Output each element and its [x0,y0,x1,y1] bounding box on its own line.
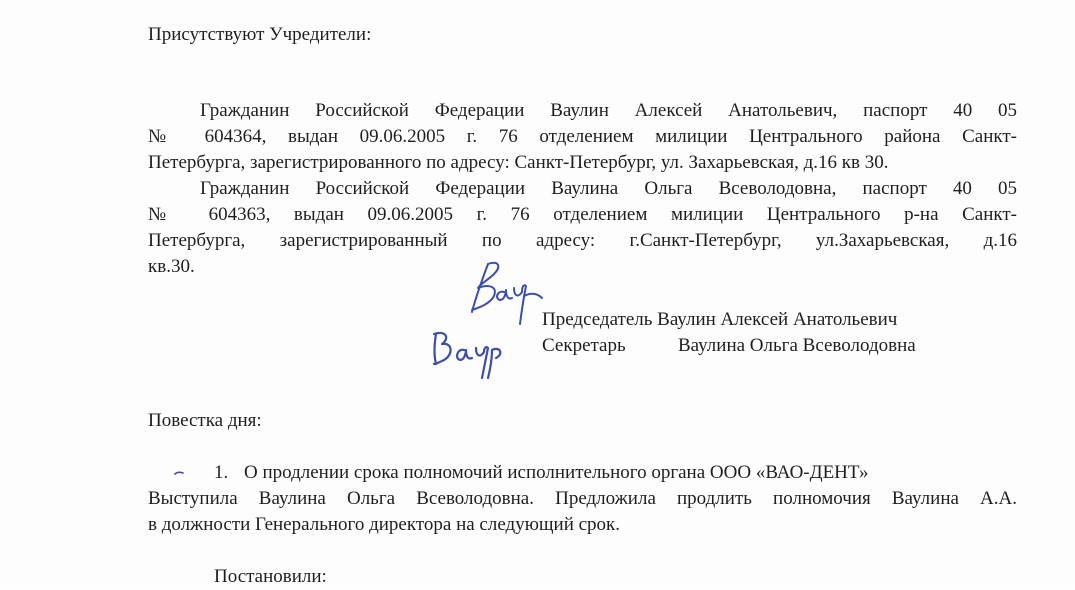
agenda-item-number: 1. [214,462,229,483]
agenda-item-1-line-2: Выступила Ваулина Ольга Всеволодовна. Предложила продлить полномочия Ваулина А.А. [148,488,1017,509]
present-founders-heading: Присутствуют Учредители: [148,24,372,45]
secretary-name: Ваулина Ольга Всеволодовна [678,335,916,356]
agenda-item-1-body [148,486,1017,538]
founder-2-line-4: кв.30. [148,256,195,277]
founder-2-line-2: № 604363, выдан 09.06.2005 г. 76 отделением милиции Центрального р-на Санкт- [148,204,1017,225]
founder-1-line-1: Гражданин Российской Федерации Ваулин Алексей Анатольевич, паспорт 40 05 [200,100,1017,121]
founder-2-paragraph [148,176,1017,280]
founder-2-line-3: Петербурга, зарегистрированный по адресу: г.Санкт-Петербург, ул.Захарьевская, д.16 [148,230,1017,251]
ink-mark [174,470,184,476]
agenda-item-1-title [214,460,869,486]
founder-1-paragraph [148,98,1017,176]
chairman-signature-line: Председатель Ваулин Алексей Анатольевич [542,309,898,330]
secretary-role: Секретарь [542,335,626,356]
founder-2-line-1: Гражданин Российской Федерации Ваулина Ольга Всеволодовна, паспорт 40 05 [200,178,1017,199]
agenda-item-1-line-3: в должности Генерального директора на следующий срок. [148,514,621,535]
resolved-heading: Постановили: [214,566,327,587]
agenda-item-title-text: О продлении срока полномочий исполнительного органа ООО «ВАО-ДЕНТ» [244,462,869,483]
founder-1-line-3: Петербурга, зарегистрированного по адресу: Санкт-Петербург, ул. Захарьевская, д.16 кв 30. [148,152,889,173]
secretary-signature-line [542,333,916,359]
agenda-heading: Повестка дня: [148,410,262,431]
handwritten-signature-secretary [424,320,514,380]
founder-1-line-2: № 604364, выдан 09.06.2005 г. 76 отделением милиции Центрального района Санкт- [148,126,1017,147]
